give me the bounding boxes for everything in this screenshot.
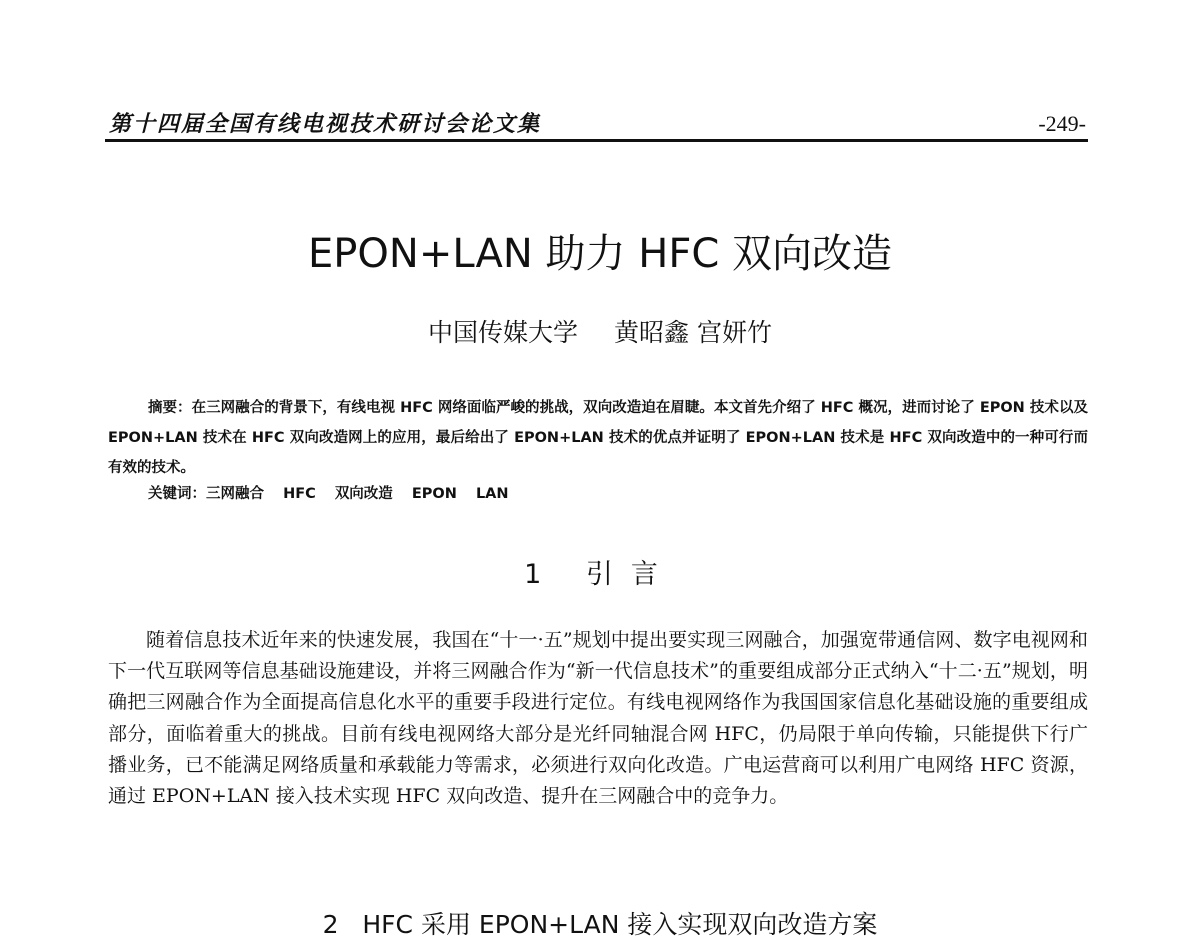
author-names: 黄昭鑫 宫妍竹 [614,318,772,347]
author-line [0,313,1200,349]
section-number: 1 [524,559,560,590]
keyword: EPON [411,486,457,502]
running-header [105,103,1088,142]
keyword: 双向改造 [334,486,393,502]
abstract [108,393,1088,483]
section-1-body [108,625,1088,812]
keywords-label: 关键词： [148,486,206,502]
section-number: 2 [322,910,339,939]
section-title: HFC 采用 EPON+LAN 接入实现双向改造方案 [362,910,878,939]
keyword: LAN [475,486,509,502]
journal-title: 第十四届全国有线电视技术研讨会论文集 [109,112,542,137]
abstract-text: 摘要：在三网融合的背景下，有线电视 HFC 网络面临严峻的挑战，双向改造迫在眉睫。本文首先介绍了 HFC 概况，进而讨论了 EPON 技术以及 EPON+LAN 技术在 HFC 双向改造网上的应用，最后给出了 EPON+LAN 技术的优点并证明了 EPON+LAN 技术是 HFC 双向改造中的一种可行而有效的技术。 [108,400,1088,476]
affiliation: 中国传媒大学 [428,318,579,347]
paragraph: 随着信息技术近年来的快速发展，我国在“十一·五”规划中提出要实现三网融合，加强宽带通信网、数字电视网和下一代互联网等信息基础设施建设，并将三网融合作为“新一代信息技术”的重要组成部分正式纳入“十二·五”规划，明确把三网融合作为全面提高信息化水平的重要手段进行定位。有线电视网络作为我国国家信息化基础设施的重要组成部分，面临着重大的挑战。目前有线电视网络大部分是光纤同轴混合网 HFC，仍局限于单向传输，只能提供下行广播业务，已不能满足网络质量和承载能力等需求，必须进行双向化改造。广电运营商可以利用广电网络 HFC 资源，通过 EPON+LAN 接入技术实现 HFC 双向改造、提升在三网融合中的竞争力。 [108,629,1088,808]
keyword: 三网融合 [206,486,264,502]
keywords [148,482,523,503]
section-1-heading [0,552,1200,591]
keyword: HFC [283,486,316,502]
section-title: 引言 [585,559,676,590]
paper-title: EPON+LAN 助力 HFC 双向改造 [308,231,892,277]
section-2-heading [0,905,1200,941]
page-number: -249- [1038,111,1086,136]
